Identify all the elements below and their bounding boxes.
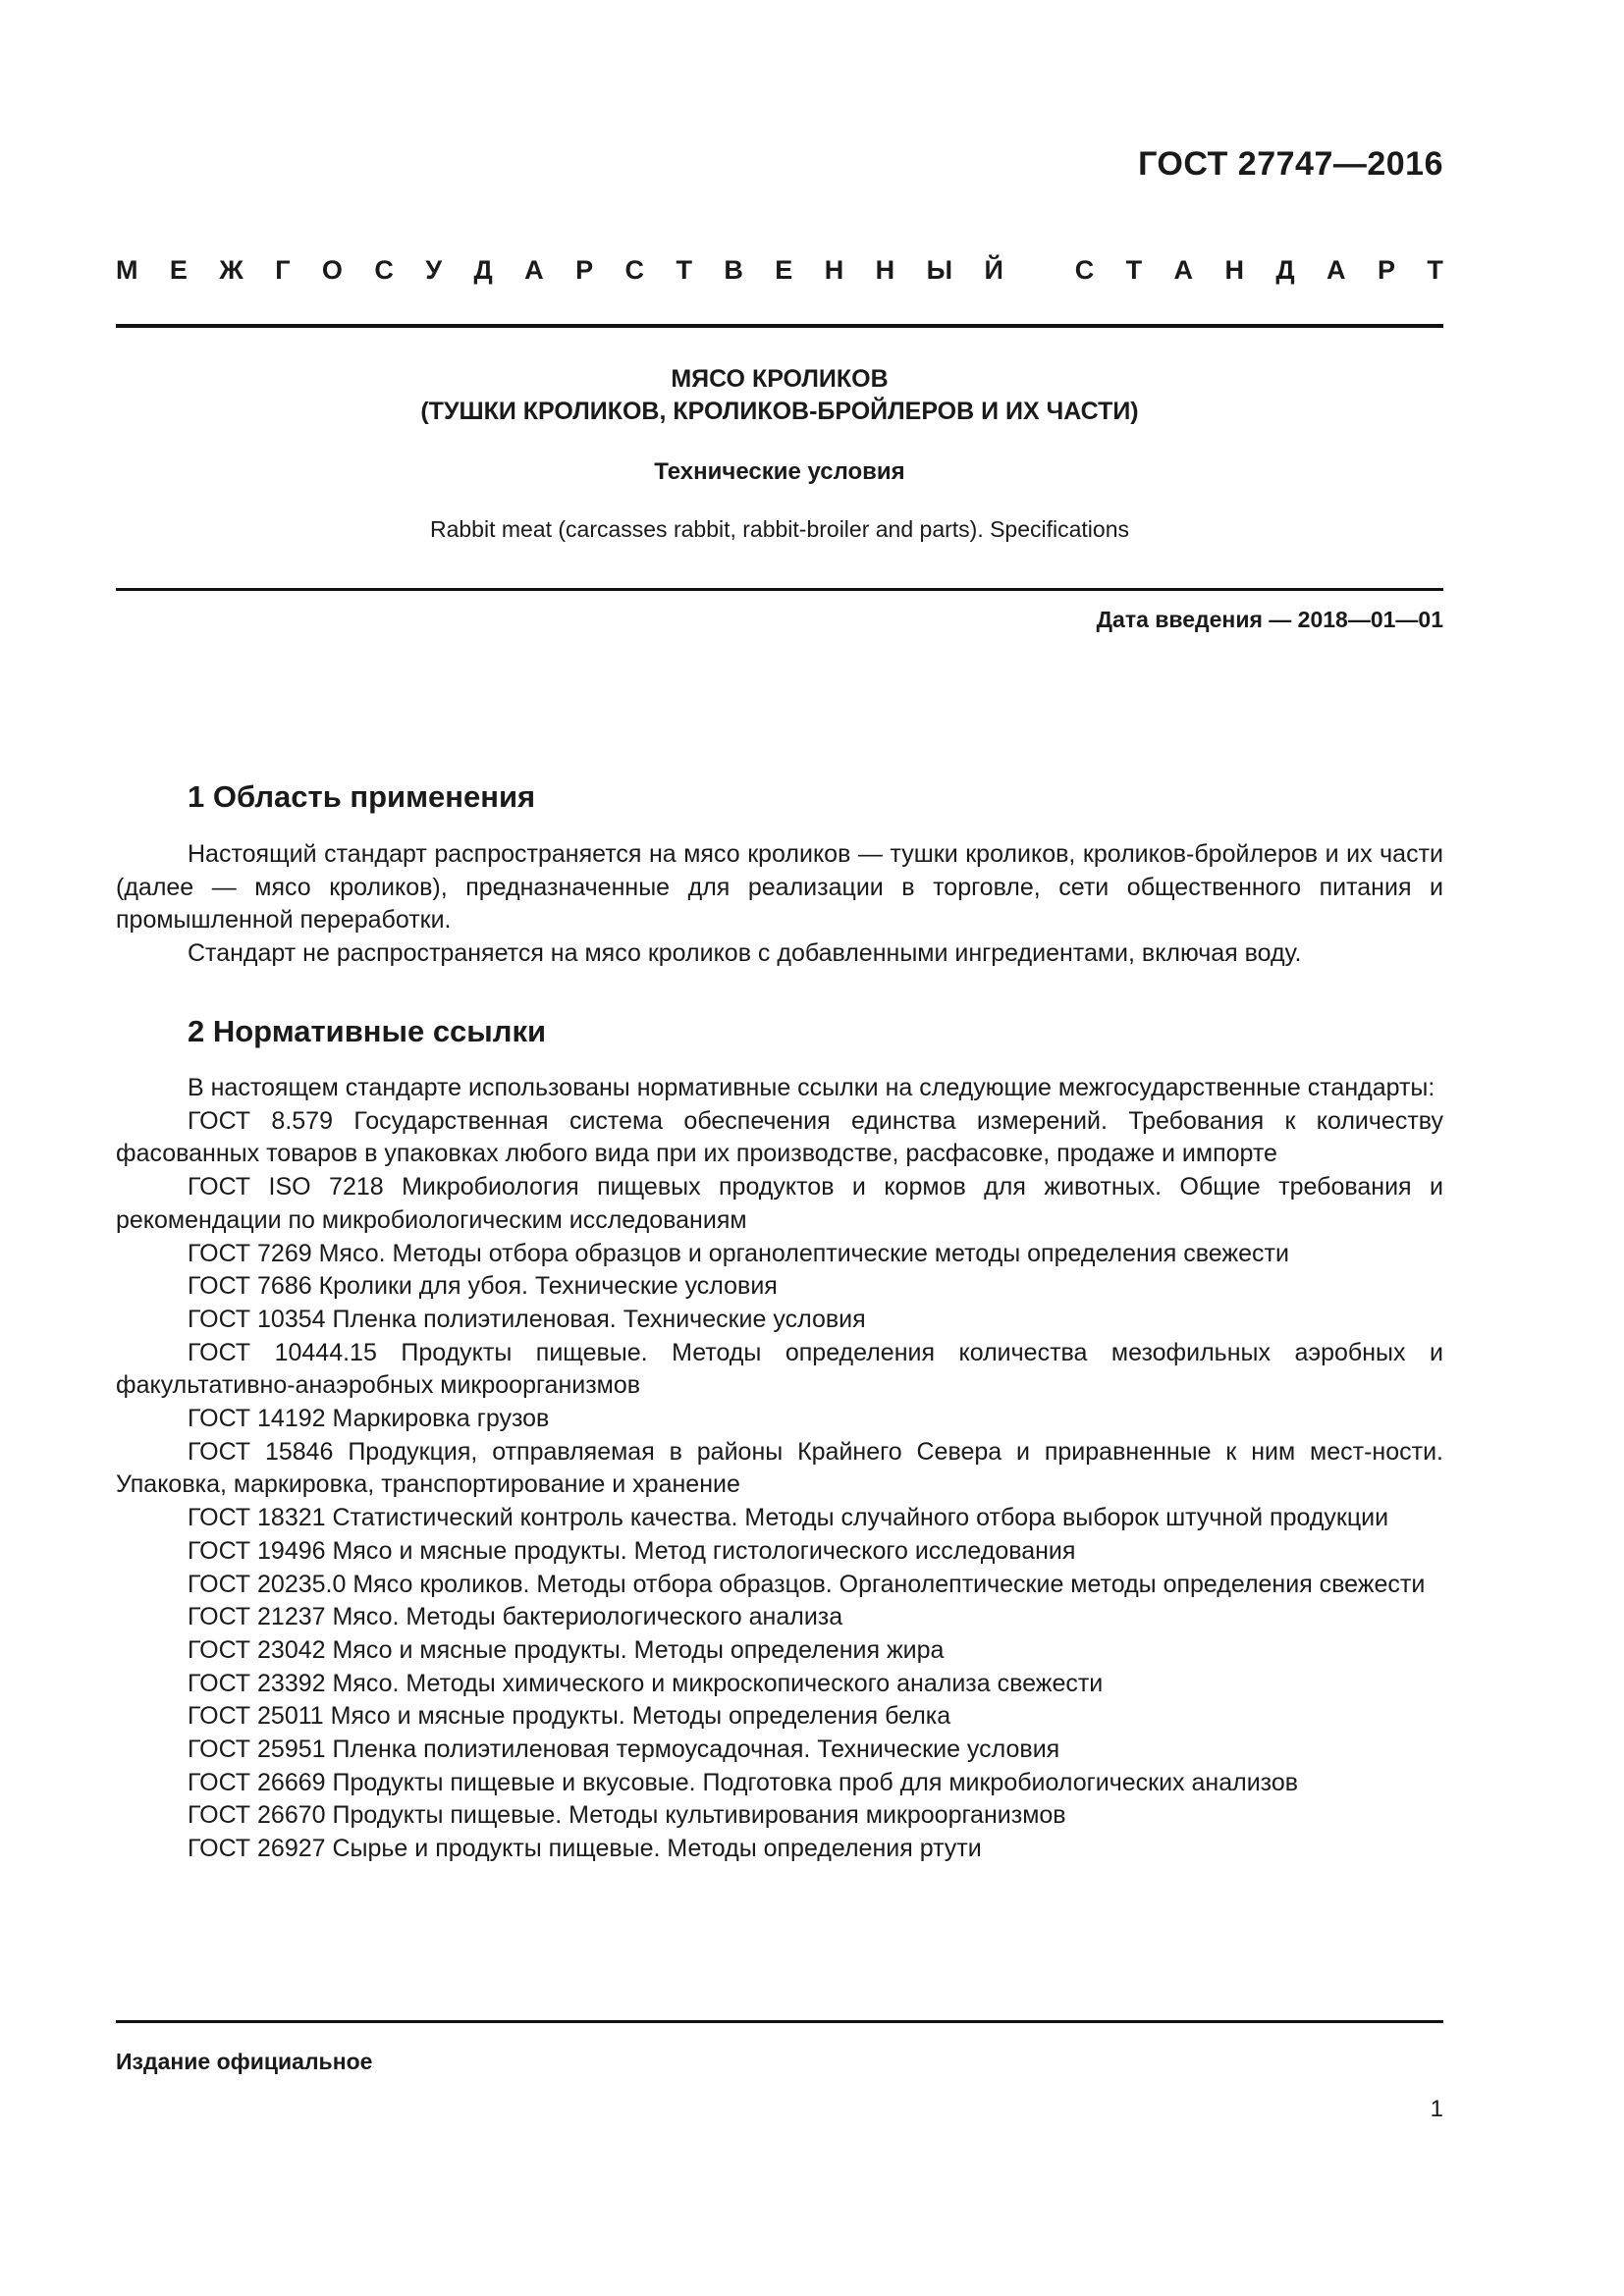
reference-item: ГОСТ 21237 Мясо. Методы бактериологического анализа [188, 1603, 843, 1631]
banner-letter: С [624, 254, 645, 285]
subtitle: Технические условия [654, 458, 905, 485]
banner-letter: А [524, 254, 544, 285]
banner-letter: Е [775, 254, 793, 285]
reference-item: ГОСТ 10354 Пленка полиэтиленовая. Технические условия [188, 1305, 866, 1333]
reference-item: ГОСТ 25011 Мясо и мясные продукты. Методы определения белка [188, 1702, 951, 1731]
references-intro: В настоящем стандарте использованы нормативные ссылки на следующие межгосударственные стандарты: [188, 1074, 1435, 1101]
reference-item: ГОСТ 26670 Продукты пищевые. Методы культивирования микроорганизмов [188, 1801, 1066, 1830]
banner-letter: Ж [219, 254, 244, 285]
reference-item: ГОСТ 14192 Маркировка грузов [188, 1405, 550, 1433]
reference-item: ГОСТ 26927 Сырье и продукты пищевые. Методы определения ртути [188, 1835, 982, 1863]
banner-letter: Ы [926, 254, 953, 285]
banner-letter: Т [676, 254, 692, 285]
paragraph: Настоящий стандарт распространяется на мясо кроликов — тушки кроликов, кроликов-бройлеров и их части (далее — мясо кроликов), предназначенные для реализации в торговле, сети общественного питания и промышленной переработки. [116, 840, 1443, 934]
reference-item: ГОСТ 18321 Статистический контроль качества. Методы случайного отбора выборок штучной продукции [188, 1504, 1389, 1532]
banner-letter: Н [875, 254, 895, 285]
reference-item: ГОСТ 10444.15 Продукты пищевые. Методы определения количества мезофильных аэробных и факультативно-анаэробных микроорганизмов [116, 1338, 1443, 1400]
title-block [116, 363, 1443, 545]
banner-letter: С [1074, 254, 1095, 285]
section-1-heading: 1 Область применения [188, 779, 536, 814]
footer-divider [116, 2020, 1443, 2023]
banner-letter: А [1173, 254, 1194, 285]
banner-letter: Н [824, 254, 844, 285]
reference-item: ГОСТ 8.579 Государственная система обеспечения единства измерений. Требования к количеству фасованных товаров в упаковках любого вида при их производстве, расфасовке, продаже и импорте [116, 1106, 1443, 1168]
paragraph: Стандарт не распространяется на мясо кроликов с добавленными ингредиентами, включая воду. [188, 939, 1302, 968]
effective-date: Дата введения — 2018—01—01 [1096, 607, 1443, 632]
section-2-body [116, 1072, 1443, 1866]
banner-letter: Й [984, 254, 1003, 285]
reference-item: ГОСТ 23392 Мясо. Методы химического и микроскопического анализа свежести [188, 1669, 1104, 1697]
title-divider [116, 588, 1443, 591]
reference-item: ГОСТ 19496 Мясо и мясные продукты. Метод гистологического исследования [188, 1536, 1076, 1565]
banner-letter: В [724, 254, 743, 285]
title-line-2: (ТУШКИ КРОЛИКОВ, КРОЛИКОВ-БРОЙЛЕРОВ И ИХ ЧАСТИ) [420, 398, 1139, 425]
title-line-1: МЯСО КРОЛИКОВ [671, 365, 889, 393]
reference-item: ГОСТ 23042 Мясо и мясные продукты. Методы определения жира [188, 1635, 945, 1664]
banner-letter: Н [1224, 254, 1244, 285]
english-title: Rabbit meat (carcasses rabbit, rabbit-broiler and parts). Specifications [429, 516, 1130, 542]
banner-letter: Т [1125, 254, 1143, 285]
section-1-body [116, 838, 1443, 971]
document-number: ГОСТ 27747—2016 [1138, 145, 1443, 183]
banner-letter: Р [575, 254, 594, 285]
section-2-heading: 2 Нормативные ссылки [188, 1014, 547, 1048]
banner-letter: Г [275, 254, 291, 285]
banner-letter: У [425, 254, 443, 285]
banner-letter: С [374, 254, 394, 285]
banner-letter: Т [1427, 254, 1443, 285]
top-divider [116, 324, 1443, 328]
reference-item: ГОСТ 20235.0 Мясо кроликов. Методы отбора образцов. Органолептические методы определения свежести [188, 1570, 1426, 1598]
banner-letter: Д [1275, 254, 1295, 285]
banner-letter: Р [1377, 254, 1395, 285]
reference-item: ГОСТ 15846 Продукция, отправляемая в районы Крайнего Севера и приравненные к ним мест-ности. Упаковка, маркировка, транспортирование и хранение [116, 1437, 1443, 1499]
banner-letter: Д [473, 254, 493, 285]
page-number: 1 [1430, 2096, 1443, 2122]
banner-letter: М [116, 254, 138, 285]
banner-letter: А [1326, 254, 1346, 285]
reference-item: ГОСТ 7686 Кролики для убоя. Технические условия [188, 1272, 778, 1301]
reference-item: ГОСТ 26669 Продукты пищевые и вкусовые. Подготовка проб для микробиологических анализов [188, 1768, 1299, 1796]
banner-letter: О [321, 254, 343, 285]
reference-item: ГОСТ 25951 Пленка полиэтиленовая термоусадочная. Технические условия [188, 1735, 1060, 1764]
reference-item: ГОСТ ISO 7218 Микробиология пищевых продуктов и кормов для животных. Общие требования и рекомендации по микробиологическим исследованиям [116, 1173, 1443, 1234]
reference-item: ГОСТ 7269 Мясо. Методы отбора образцов и органолептические методы определения свежести [188, 1239, 1289, 1267]
banner-letter: Е [169, 254, 188, 285]
interstate-standard-banner [116, 252, 1443, 288]
edition-note: Издание официальное [116, 2049, 373, 2074]
